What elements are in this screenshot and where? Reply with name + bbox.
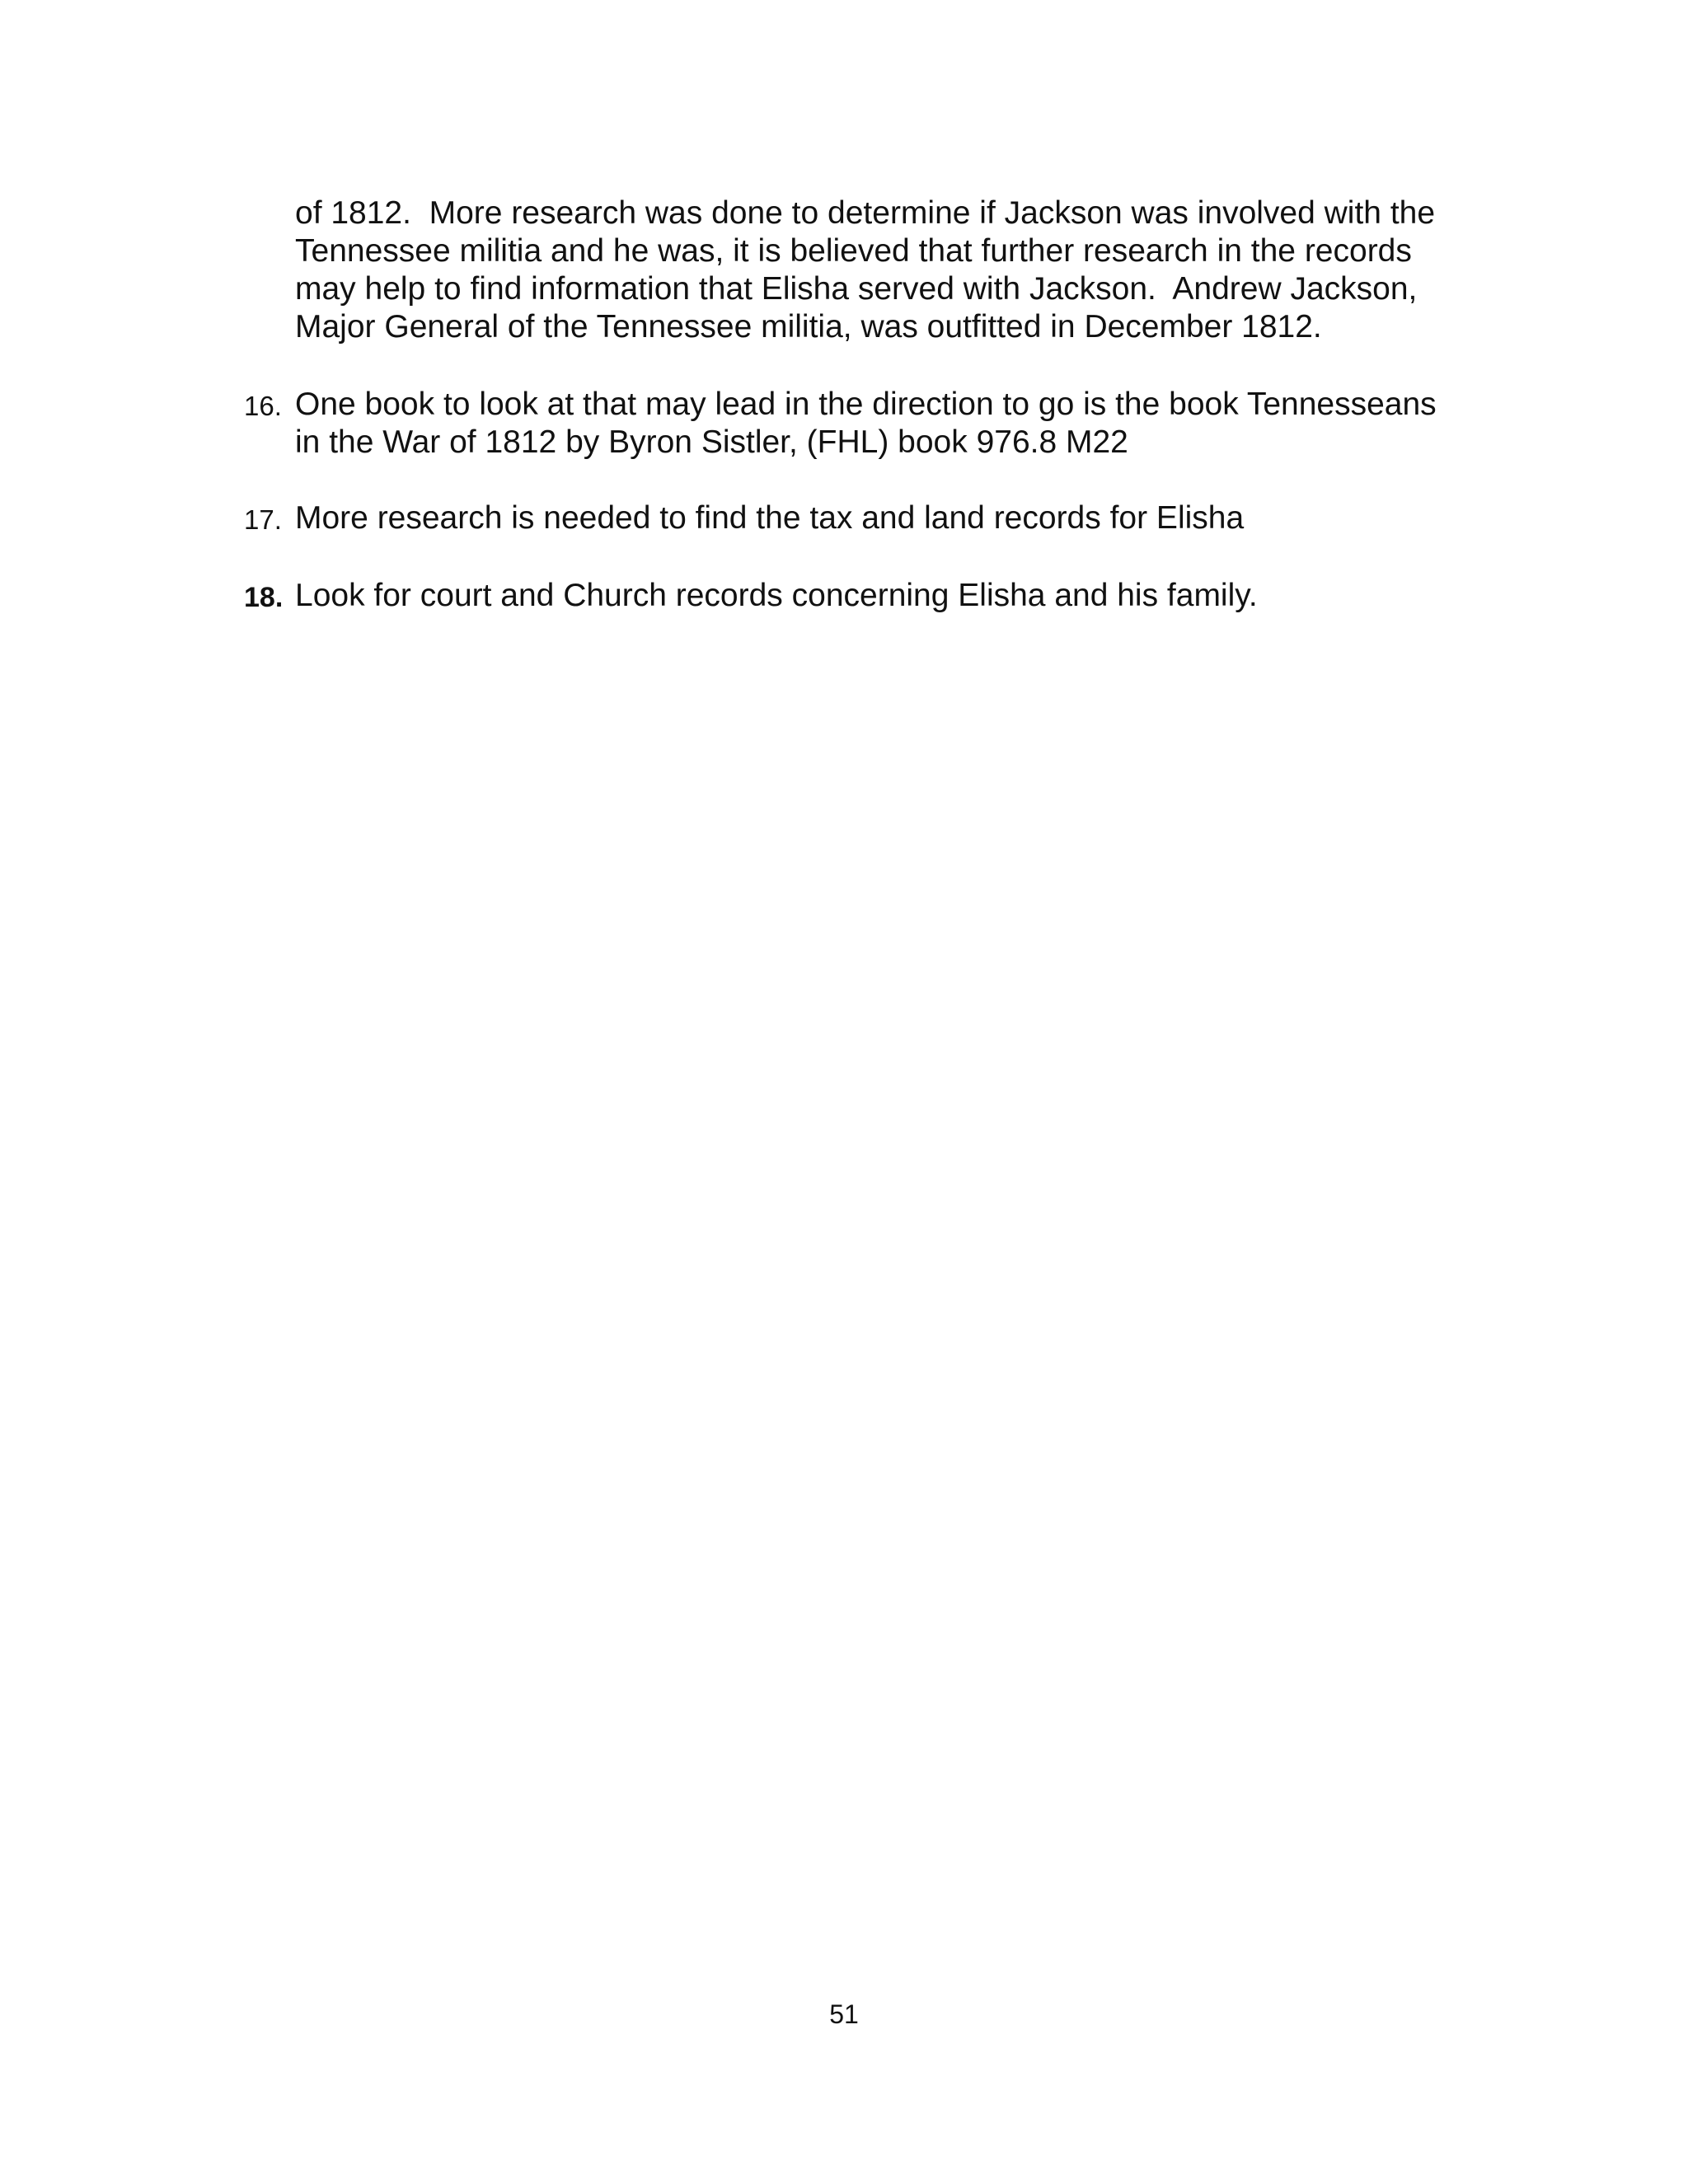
continuation-paragraph	[295, 194, 1515, 346]
paragraph-line: Tennessee militia and he was, it is believed that further research in the records	[295, 233, 1412, 269]
paragraph-line: More research is needed to find the tax and land records for Elisha	[295, 500, 1245, 536]
list-item-number: 16.	[244, 391, 282, 421]
paragraph-line: in the War of 1812 by Byron Sistler, (FHL) book 976.8 M22	[295, 424, 1128, 460]
paragraph-line: One book to look at that may lead in the direction to go is the book Tennesseans	[295, 387, 1437, 422]
list-item-number: 17.	[244, 504, 282, 535]
list-item-text	[295, 499, 1515, 537]
list-item-text	[295, 577, 1515, 615]
paragraph-line: Major General of the Tennessee militia, was outfitted in December 1812.	[295, 309, 1322, 344]
paragraph-line: Look for court and Church records concerning Elisha and his family.	[295, 578, 1258, 613]
paragraph-line: may help to find information that Elisha served with Jackson. Andrew Jackson,	[295, 271, 1418, 307]
page-number: 51	[829, 1999, 859, 2029]
list-item-number: 18.	[244, 582, 284, 613]
paragraph-line: of 1812. More research was done to determine if Jackson was involved with the	[295, 195, 1436, 231]
list-item-text	[295, 386, 1515, 462]
